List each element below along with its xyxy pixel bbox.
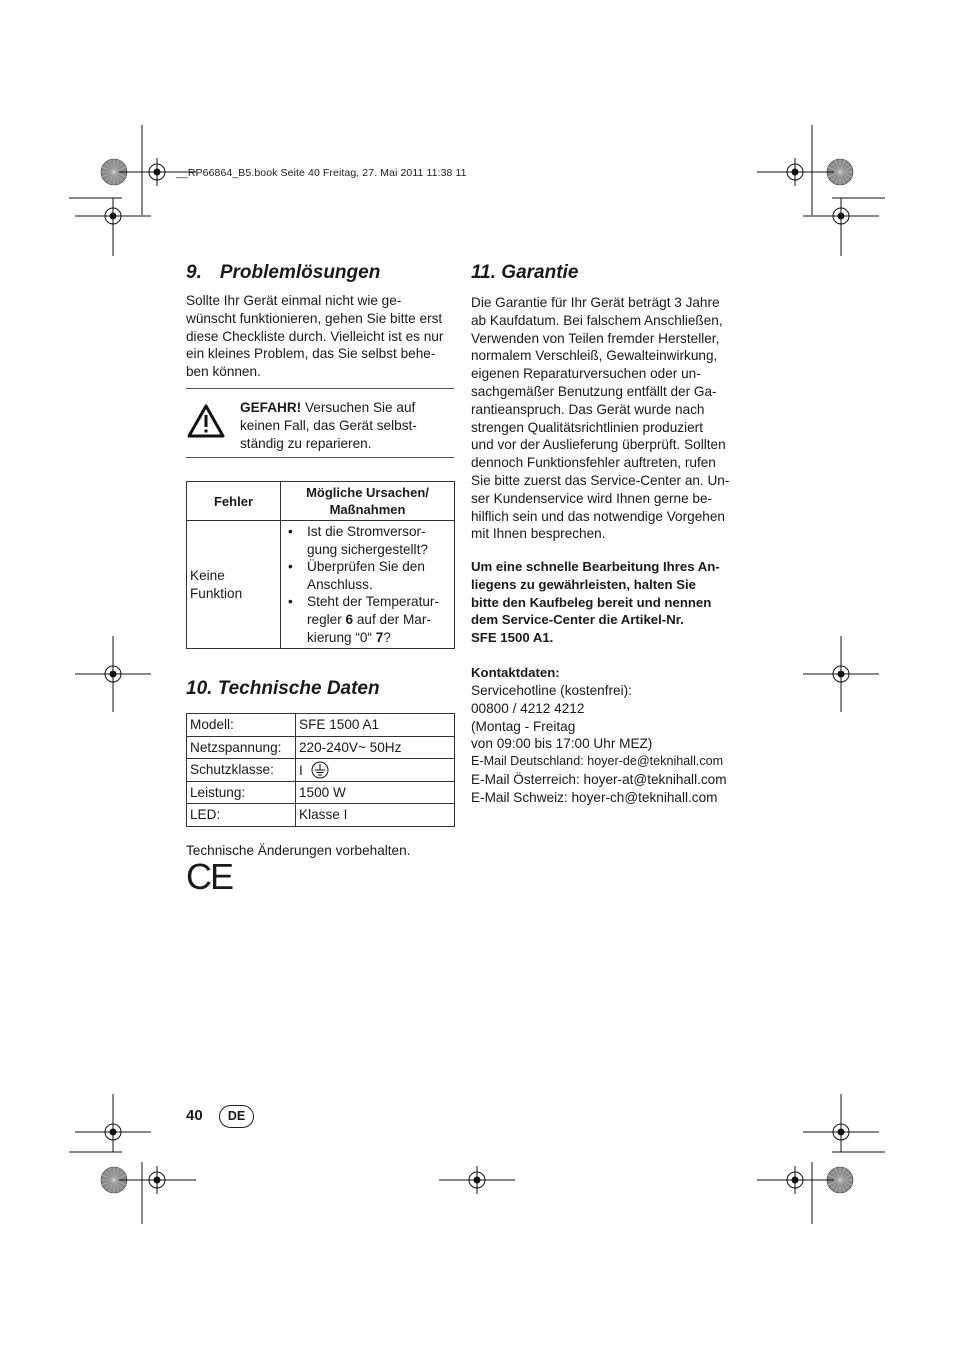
warranty-notice: Um eine schnelle Bearbeitung Ihres An- liegens zu gewährleisten, halten Sie bitte den Kaufbeleg bereit und nennen dem Service-Center die Artikel-Nr. SFE 1500 A1. <box>471 559 720 646</box>
col-header-ursachen: Mögliche Ursachen/ Maßnahmen <box>281 482 455 521</box>
tech-label: Schutzklasse: <box>187 759 296 782</box>
tech-value: 220-240V~ 50Hz <box>296 736 455 759</box>
ce-mark-icon: CE <box>186 856 233 897</box>
print-file-header: __RP66864_B5.book Seite 40 Freitag, 27. Mai 2011 11:38 11 <box>176 167 467 179</box>
tech-label: Leistung: <box>187 781 296 804</box>
tech-value: Klasse I <box>296 804 455 827</box>
list-item: • Überprüfen Sie den Anschluss. <box>284 558 451 593</box>
warning-triangle-icon <box>186 403 226 439</box>
contact-details: Servicehotline (kostenfrei): 00800 / 4212 4212 (Montag - Freitag von 09:00 bis 17:00 Uhr MEZ) E-Mail Deutschland: hoyer-de@teknihall.com E-Mail Österreich: hoyer-at@teknihall.com E-Mail Schweiz: hoyer-ch@teknihall.com <box>471 683 727 805</box>
language-badge: DE <box>219 1105 254 1128</box>
divider <box>186 457 454 458</box>
tech-value: SFE 1500 A1 <box>296 714 455 737</box>
troubleshooting-table <box>186 481 455 649</box>
table-row <box>187 714 455 737</box>
divider <box>186 388 454 389</box>
protective-earth-icon <box>311 761 329 779</box>
list-item: • Ist die Stromversor- gung sichergestellt? <box>284 523 451 558</box>
remedies-cell <box>281 521 455 649</box>
table-row <box>187 759 455 782</box>
tech-data-table <box>186 713 455 827</box>
tech-label: LED: <box>187 804 296 827</box>
contact-title: Kontaktdaten: <box>471 665 560 680</box>
technical-changes-note: Technische Änderungen vorbehalten. <box>186 843 411 858</box>
section-title-technische-daten: 10. Technische Daten <box>186 678 380 699</box>
list-item: • Steht der Temperatur- regler 6 auf der Mar- kierung “0“ 7? <box>284 593 451 646</box>
tech-label: Netzspannung: <box>187 736 296 759</box>
section-title-garantie: 11. Garantie <box>471 262 579 283</box>
table-row <box>187 736 455 759</box>
section-title-problemloesungen: 9. Problemlösungen <box>186 262 381 283</box>
tech-label: Modell: <box>187 714 296 737</box>
problem-intro: Sollte Ihr Gerät einmal nicht wie ge- wünscht funktionieren, gehen Sie bitte erst diese Checkliste durch. Vielleicht ist es nur ein kleines Problem, das Sie selbst behe- ben können. <box>186 293 444 380</box>
col-header-fehler: Fehler <box>187 482 281 521</box>
warranty-body: Die Garantie für Ihr Gerät beträgt 3 Jahre ab Kaufdatum. Bei falschem Anschließen, Verwenden von Teilen fremder Hersteller, normalem Verschleiß, Gewalteinwirkung, eigenen Reparaturversuchen oder un- sachgemäßer Benutzung entfällt der Ga- rantieanspruch. Das Gerät wurde nach strengen Qualitätsrichtlinien produziert und vor der Auslieferung überprüft. Sollten dennoch Funktionsfehler auftreten, rufen Sie bitte zuerst das Service-Center an. Un- ser Kundenservice wird Ihnen gerne be- hilflich sein und das notwendige Vorgehen mit Ihnen besprechen. <box>471 295 730 542</box>
warning-text: GEFAHR! Versuchen Sie auf keinen Fall, das Gerät selbst- ständig zu reparieren. <box>240 400 417 451</box>
tech-value: I <box>296 759 455 782</box>
fault-cell: Keine Funktion <box>187 521 281 649</box>
page-number: 40 <box>186 1107 203 1124</box>
table-row <box>187 804 455 827</box>
warning-label: GEFAHR! <box>240 400 302 415</box>
table-row <box>187 781 455 804</box>
tech-value: 1500 W <box>296 781 455 804</box>
